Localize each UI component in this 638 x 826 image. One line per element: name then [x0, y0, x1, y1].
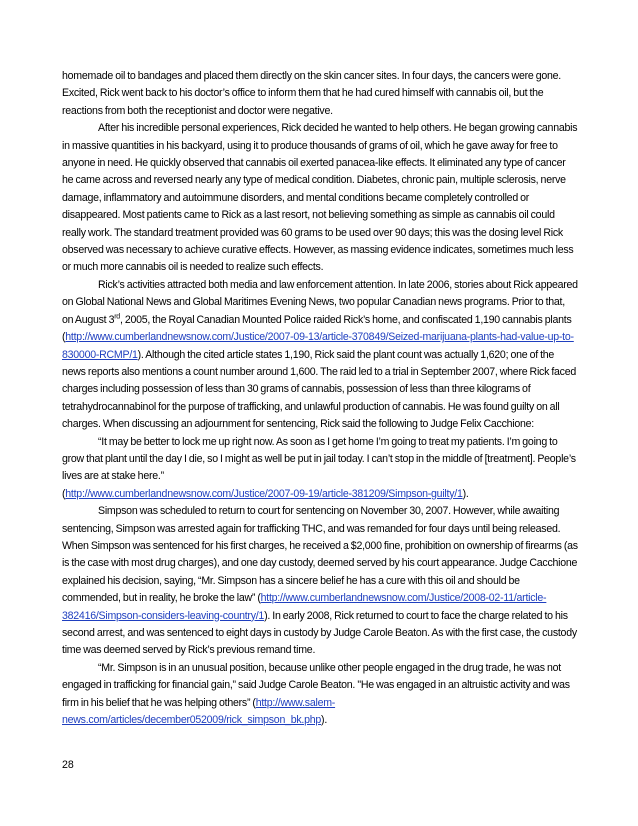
- paragraph-3-text-a: Rick’s activities attracted both media and law enforcement attention. In late 2006, stories about Rick appeared on Global National News and Global Maritimes Evening News, two popular Canadian news programs. Prior to that, on August 3: [62, 278, 578, 326]
- paragraph-2: After his incredible personal experiences, Rick decided he wanted to help others. He began growing cannabis in massive quantities in his backyard, using it to produce thousands of grams of oil, which he gave away for free to anyone in need. He quickly observed that cannabis oil exerted panacea-like effects. It eliminated any type of cancer he came across and reversed nearly any type of medical condition. Diabetes, chronic pain, multiple sclerosis, nerve damage, inflammatory and autoimmune disorders, and mental conditions became completely controlled or disappeared. Most patients came to Rick as a last resort, not believing something as simple as cannabis oil could really work. The standard treatment provided was 60 grams to be used over 90 days; this was the dosing level Rick observed was necessary to achieve curative effects. However, as massing evidence indicates, sometimes much less or much more cannabis oil is needed to realize such effects.: [62, 122, 578, 274]
- body-text: [62, 68, 578, 729]
- link-simpson-guilty-article[interactable]: http://www.cumberlandnewsnow.com/Justice/2007-09-19/article-381209/Simpson-guilty/1: [65, 487, 463, 500]
- paragraph-4-text-b: ). In early 2008, Rick returned to court to face the charge related to his second arrest, and was sentenced to eight days in custody by Judge Carole Beaton. As with the first case, the custody time was deemed served by Rick’s previous remand time.: [62, 609, 577, 657]
- page-number: 28: [62, 759, 74, 771]
- ordinal-suffix: rd: [114, 313, 120, 321]
- link-salem-news-article[interactable]: http://www.salem-news.com/articles/december052009/rick_simpson_bk.php: [62, 696, 336, 727]
- quote-citation: [62, 486, 578, 503]
- link-rcmp-raid-article[interactable]: http://www.cumberlandnewsnow.com/Justice/2007-09-13/article-370849/Seized-marijuana-plants-had-value-up-to-830000-RCMP/1: [62, 331, 574, 361]
- citation-close: ).: [462, 487, 469, 500]
- citation-open: (: [62, 487, 66, 500]
- paragraph-5-text-a: “Mr. Simpson is in an unusual position, because unlike other people engaged in the drug trade, he was not engaged in trafficking for financial gain,” said Judge Carole Beaton. "He was engaged in an altruistic activity and was firm in his belief that he was helping others” (: [62, 661, 570, 709]
- quote-simpson: “It may be better to lock me up right now. As soon as I get home I’m going to treat my patients. I’m going to grow that plant until the day I die, so I might as well be put in jail today. I can’t stop in the middle of [treatment]. People’s lives are at stake here.”: [62, 435, 576, 483]
- paragraph-5-text-b: ).: [321, 714, 328, 727]
- paragraph-4: [62, 503, 578, 660]
- paragraph-3-text-b: , 2005, the Royal Canadian Mounted Police raided Rick’s home, and confiscated 1,190 cannabis plants (: [62, 313, 572, 344]
- paragraph-1: homemade oil to bandages and placed them directly on the skin cancer sites. In four days, the cancers were gone. Excited, Rick went back to his doctor’s office to inform them that he had cured himself with cannabis oil, but the reactions from both the receptionist and doctor were negative.: [62, 70, 561, 117]
- paragraph-3: [62, 277, 578, 434]
- paragraph-3-text-c: ). Although the cited article states 1,190, Rick said the plant count was actually 1,620; one of the news reports also mentions a count number around 1,600. The raid led to a trial in September 2007, where Rick faced charges including possession of less than 30 grams of cannabis, possession of less than three kilograms of tetrahydrocannabinol for the purpose of trafficking, and unlawful production of cannabis. He was found guilty on all charges. When discussing an adjournment for sentencing, Rick said the following to Judge Felix Cacchione:: [62, 348, 577, 431]
- paragraph-5: [62, 660, 578, 730]
- link-simpson-leaving-country-article[interactable]: http://www.cumberlandnewsnow.com/Justice/2008-02-11/article-382416/Simpson-considers-leaving-country/1: [62, 592, 547, 622]
- paragraph-4-text-a: Simpson was scheduled to return to court for sentencing on November 30, 2007. However, while awaiting sentencing, Simpson was arrested again for trafficking THC, and was remanded for four days until being released. When Simpson was sentenced for his first charges, he received a $2,000 fine, prohibition on ownership of firearms (as is the case with most drug charges), and one day custody, deemed served by his court appearance. Judge Cacchione explained his decision, saying, “Mr. Simpson has a sincere belief he has a cure with this oil and should be commended, but in reality, he broke the law” (: [62, 505, 578, 605]
